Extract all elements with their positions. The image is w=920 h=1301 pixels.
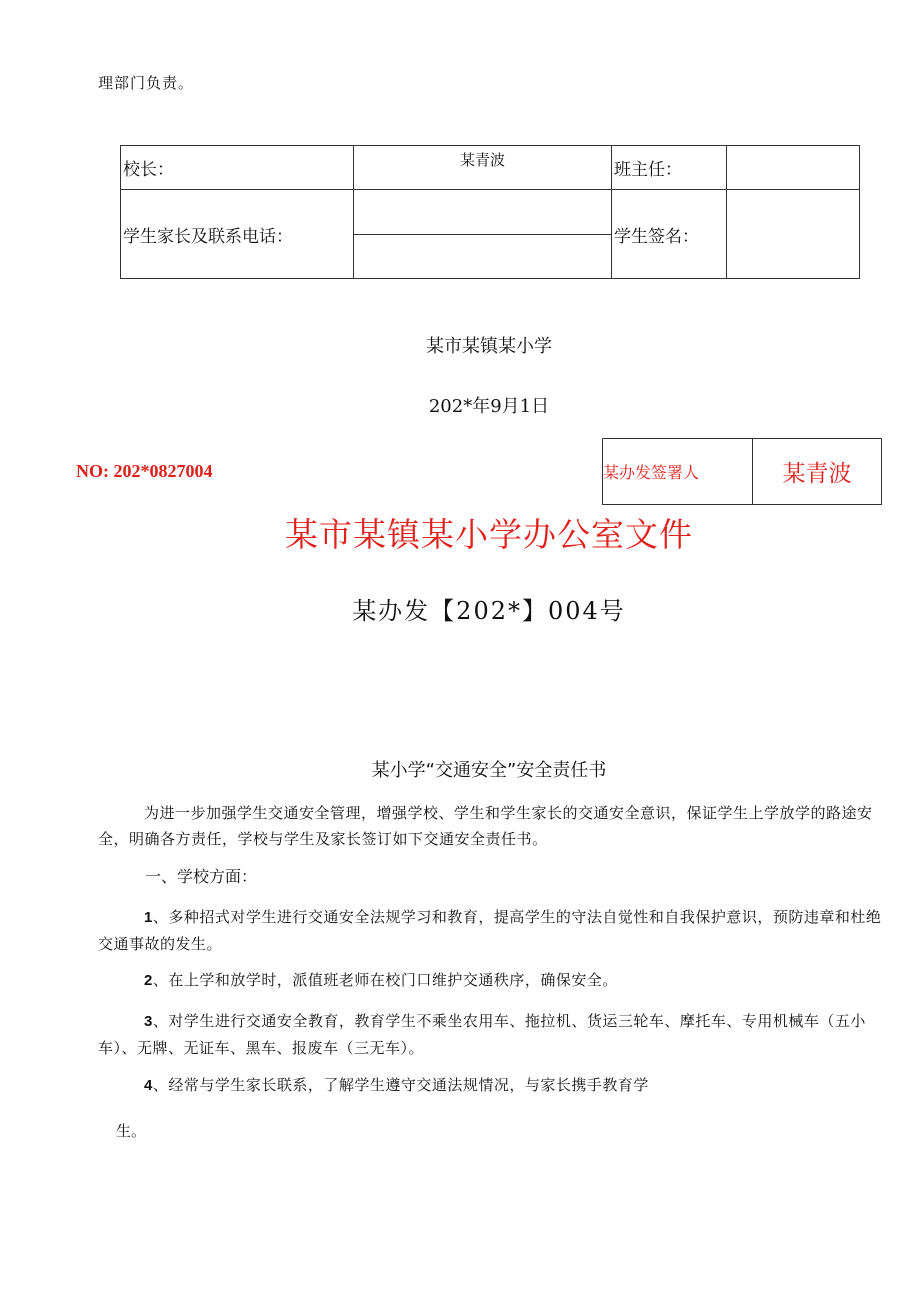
document-reference: 某办发【202*】004号 xyxy=(352,597,626,625)
item-text: 、对学生进行交通安全教育，教育学生不乘坐农用车、拖拉机、货运三轮车、摩托车、专用机械车（五小车）、无牌、无证车、黑车、报废车（三无车）。 xyxy=(98,1012,866,1057)
date-line: 202*年9月1日 xyxy=(428,396,550,417)
document-number: NO: 202*0827004 xyxy=(76,461,213,481)
signer-label: 某办发签署人 xyxy=(603,439,753,505)
principal-name: 某青波 xyxy=(354,146,612,190)
item-number: 4 xyxy=(144,1077,153,1094)
principal-label: 校长： xyxy=(121,146,354,190)
student-signature-label: 学生签名： xyxy=(612,190,727,279)
parent-label: 学生家长及联系电话： xyxy=(121,190,354,279)
head-teacher-label: 班主任： xyxy=(612,146,727,190)
section-heading: 一、学校方面： xyxy=(145,867,258,886)
responsibility-book-title: 某小学“交通安全”安全责任书 xyxy=(371,760,607,781)
signer-name: 某青波 xyxy=(753,439,882,505)
parent-phone-field[interactable] xyxy=(354,190,612,279)
signature-table xyxy=(120,145,860,279)
item-text: 、经常与学生家长联系，了解学生遵守交通法规情况，与家长携手教育学 xyxy=(152,1076,649,1094)
school-name: 某市某镇某小学 xyxy=(426,336,552,357)
head-teacher-field[interactable] xyxy=(727,146,860,190)
tail-text: 生。 xyxy=(116,1122,147,1140)
item-number: 3 xyxy=(144,1013,153,1030)
signer-box xyxy=(602,438,882,505)
student-signature-field[interactable] xyxy=(727,190,860,279)
parent-field-upper[interactable] xyxy=(354,190,611,235)
item-number: 1 xyxy=(144,909,153,926)
item-number: 2 xyxy=(144,972,153,989)
office-title: 某市某镇某小学办公室文件 xyxy=(285,515,693,554)
item-3 xyxy=(98,1008,888,1061)
item-2 xyxy=(98,967,888,994)
item-4 xyxy=(98,1072,888,1099)
item-text: 、在上学和放学时，派值班老师在校门口维护交通秩序，确保安全。 xyxy=(152,971,618,989)
intro-paragraph: 为进一步加强学生交通安全管理，增强学校、学生和学生家长的交通安全意识，保证学生上学放学的路途安全，明确各方责任，学校与学生及家长签订如下交通安全责任书。 xyxy=(98,804,873,848)
parent-field-lower[interactable] xyxy=(354,235,611,279)
item-1 xyxy=(98,904,888,957)
lead-text: 理部门负责。 xyxy=(98,74,195,92)
item-text: 、多种招式对学生进行交通安全法规学习和教育，提高学生的守法自觉性和自我保护意识，预防违章和杜绝交通事故的发生。 xyxy=(98,908,882,953)
